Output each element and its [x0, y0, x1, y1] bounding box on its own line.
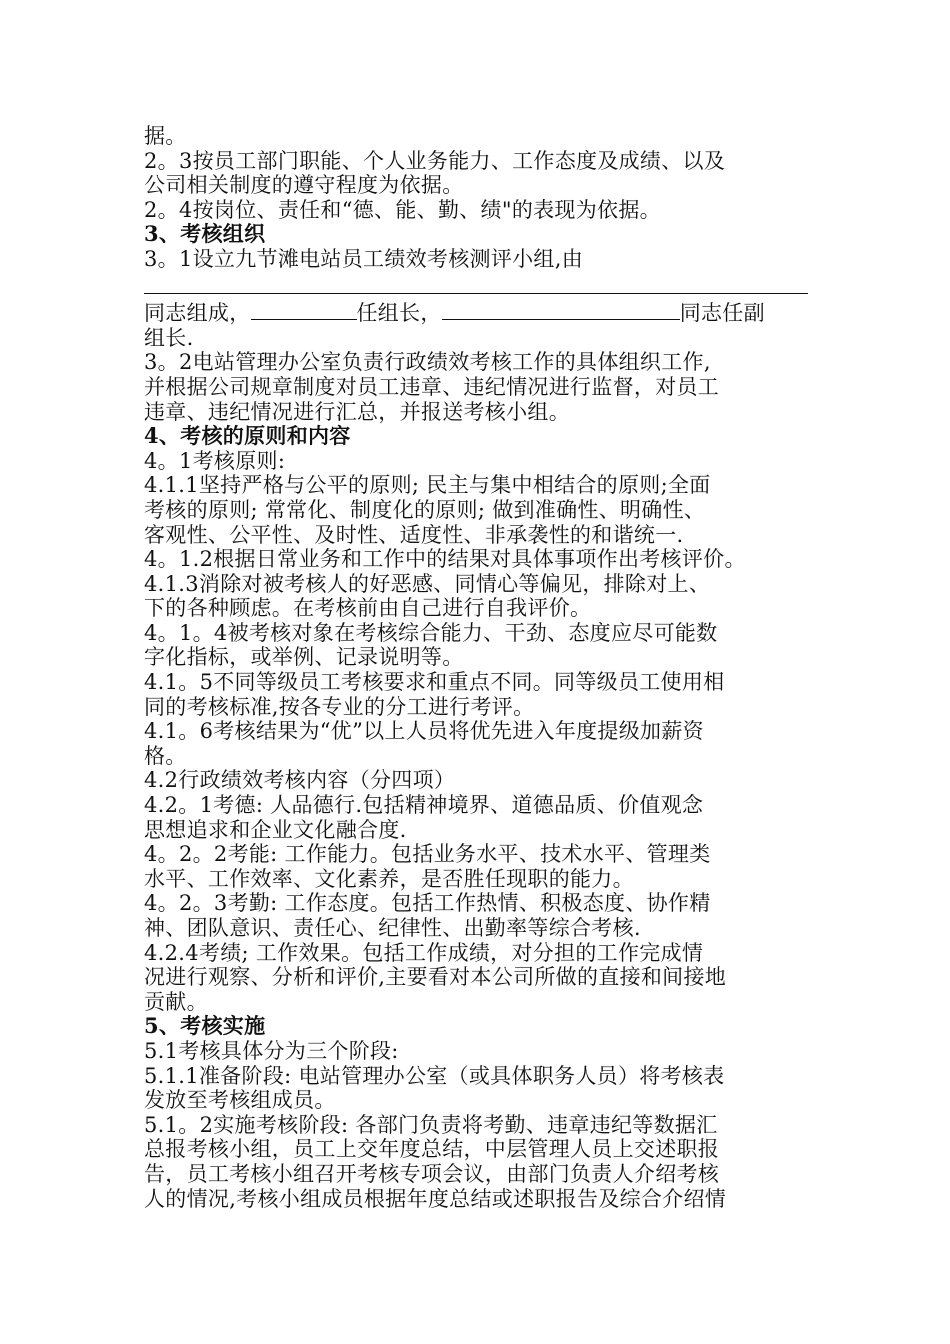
- document-body: [144, 124, 810, 1211]
- text-line: 5.1。2实施考核阶段: 各部门负责将考勤、违章违纪等数据汇: [144, 1112, 718, 1137]
- text-line: 4.2行政绩效考核内容（分四项）: [144, 768, 456, 793]
- text-line: 5.1.1准备阶段: 电站管理办公室（或具体职务人员）将考核表: [144, 1063, 725, 1088]
- text-line: 4.1.3消除对被考核人的好恶感、同情心等偏见，排除对上、: [144, 571, 711, 596]
- text-line: 况进行观察、分析和评价,主要看对本公司所做的直接和间接地: [144, 965, 727, 990]
- text-line: 3。2电站管理办公室负责行政绩效考核工作的具体组织工作,: [144, 350, 711, 375]
- text-line: 4。1.2根据日常业务和工作中的结果对具体事项作出考核评价。: [144, 547, 746, 572]
- text-line: 下的各种顾虑。在考核前由自己进行自我评价。: [144, 596, 592, 621]
- text-line: 2。3按员工部门职能、个人业务能力、工作态度及成绩、以及: [144, 148, 726, 173]
- text-line: 人的情况,考核小组成员根据年度总结或述职报告及综合介绍情: [144, 1186, 727, 1211]
- section-heading: 3、考核组织: [144, 221, 266, 247]
- section-heading: 4、考核的原则和内容: [144, 423, 351, 449]
- text-line: 总报考核小组，员工上交年度总结，中层管理人员上交述职报: [144, 1137, 720, 1162]
- text-line: 4.1。6考核结果为“优”以上人员将优先进入年度提级加薪资: [144, 719, 704, 744]
- text-line: 4。1考核原则:: [144, 448, 286, 473]
- text-line: 2。4按岗位、责任和“德、能、勤、绩"的表现为依据。: [144, 197, 661, 222]
- section-heading: 5、考核实施: [144, 1013, 266, 1039]
- fill-text-3: 同志任副: [679, 301, 765, 326]
- text-line: 4。2。2考能: 工作能力。包括业务水平、技术水平、管理类: [144, 842, 711, 867]
- text-line: 考核的原则; 常常化、制度化的原则; 做到准确性、明确性、: [144, 497, 706, 522]
- text-line: 3。1设立九节滩电站员工绩效考核测评小组,由: [144, 246, 583, 271]
- text-line: 客观性、公平性、及时性、适度性、非承袭性的和谐统一.: [144, 522, 684, 547]
- text-line: 公司相关制度的遵守程度为依据。: [144, 173, 464, 198]
- blank-line: [144, 272, 810, 297]
- text-line: 4。2。3考勤: 工作态度。包括工作热情、积极态度、协作精: [144, 891, 711, 916]
- text-line: 4.1。5不同等级员工考核要求和重点不同。同等级员工使用相: [144, 670, 725, 695]
- text-line: 神、团队意识、责任心、纪律性、出勤率等综合考核.: [144, 916, 641, 940]
- blank-field-1: [251, 301, 357, 320]
- text-line: 贡献。: [144, 989, 208, 1014]
- blank-field-2: [442, 301, 680, 320]
- text-line: 5.1考核具体分为三个阶段:: [144, 1038, 399, 1063]
- text-line: 告，员工考核小组召开考核专项会议，由部门负责人介绍考核: [144, 1161, 720, 1186]
- fill-in-line: [144, 301, 810, 326]
- fill-text-2: 任组长，: [356, 301, 442, 326]
- text-line: 字化指标，或举例、记录说明等。: [144, 645, 464, 670]
- text-line: 4.2.4考绩; 工作效果。包括工作成绩，对分担的工作完成情: [144, 940, 704, 965]
- text-line: 并根据公司规章制度对员工违章、违纪情况进行监督，对员工: [144, 374, 720, 399]
- text-line: 同的考核标准,按各专业的分工进行考评。: [144, 694, 535, 719]
- text-line: 据。: [144, 124, 187, 148]
- text-line: 4.2。1考德: 人品德行.包括精神境界、道德品质、价值观念: [144, 793, 704, 818]
- text-line: 发放至考核组成员。: [144, 1088, 336, 1113]
- fill-text-1: 同志组成，: [144, 301, 251, 326]
- text-line: 思想追求和企业文化融合度.: [144, 817, 407, 842]
- text-line: 4.1.1坚持严格与公平的原则; 民主与集中相结合的原则;全面: [144, 473, 711, 498]
- text-line: 水平、工作效率、文化素养，是否胜任现职的能力。: [144, 866, 634, 891]
- text-line: 组长.: [144, 325, 194, 350]
- text-line: 违章、违纪情况进行汇总，并报送考核小组。: [144, 399, 570, 424]
- text-line: 格。: [144, 743, 187, 768]
- text-line: 4。1。4被考核对象在考核综合能力、干劲、态度应尽可能数: [144, 620, 718, 645]
